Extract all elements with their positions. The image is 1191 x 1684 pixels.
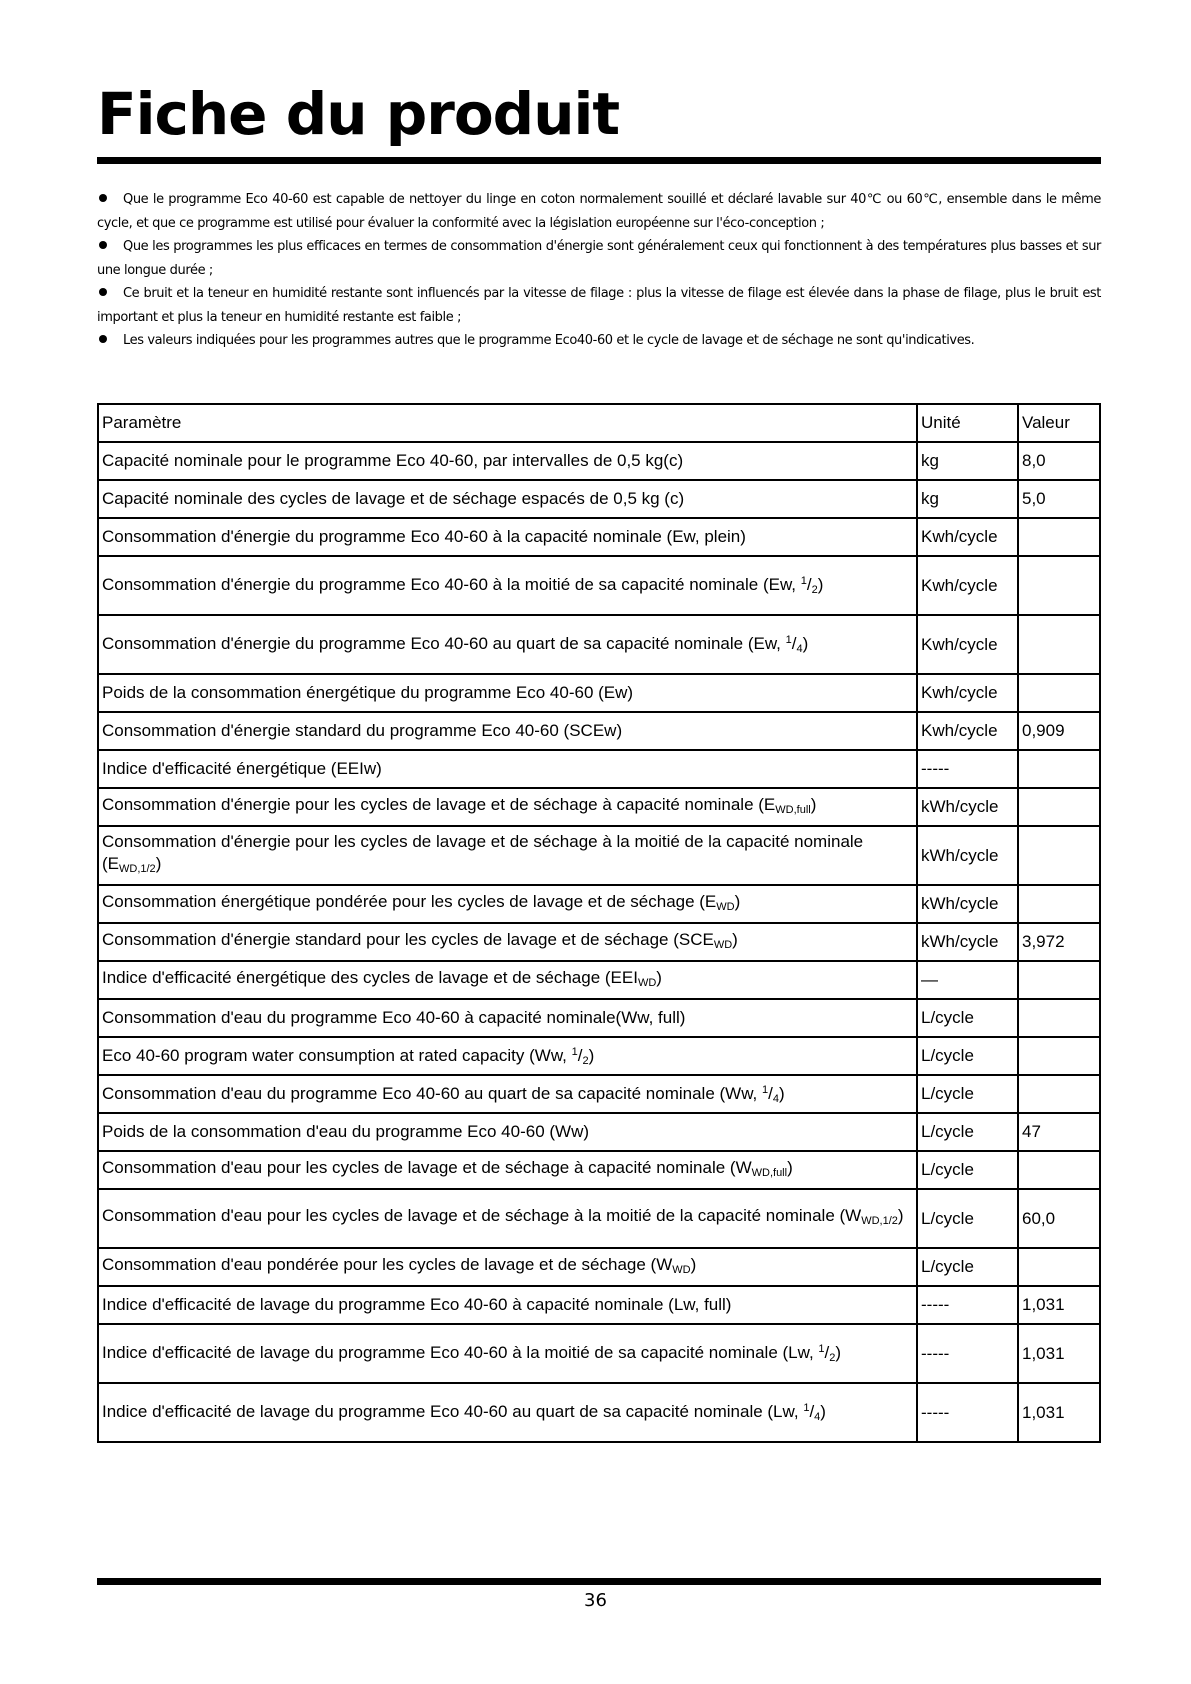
param-cell	[98, 923, 917, 961]
value-cell	[1018, 1248, 1100, 1286]
value-cell	[1018, 1037, 1100, 1075]
header-unite: Unité	[917, 404, 1018, 442]
table-row	[98, 826, 1100, 885]
note-text: Ce bruit et la teneur en humidité restante sont influencés par la vitesse de filage : plus la vitesse de filage est élevée dans la phase de filage, plus le bruit est important et plus la teneur en humidité restante est faible ;	[97, 286, 1101, 325]
param-text: )	[835, 1343, 842, 1362]
value-cell	[1018, 826, 1100, 885]
note-item	[97, 329, 1101, 353]
param-cell	[98, 885, 917, 923]
param-cell	[98, 480, 917, 518]
unit-cell: Kwh/cycle	[917, 712, 1018, 750]
table-row	[98, 1075, 1100, 1113]
param-superscript: 1	[818, 1343, 825, 1355]
param-text: )	[820, 1402, 826, 1421]
unit-cell: -----	[917, 1286, 1018, 1324]
unit-cell: Kwh/cycle	[917, 615, 1018, 674]
param-cell	[98, 1151, 917, 1189]
param-cell	[98, 826, 917, 885]
table-row	[98, 712, 1100, 750]
table-row	[98, 674, 1100, 712]
param-subscript: WD	[672, 1263, 691, 1276]
param-text: )	[810, 794, 817, 814]
value-cell: 3,972	[1018, 923, 1100, 961]
param-text: )	[690, 1254, 697, 1274]
unit-cell: L/cycle	[917, 1151, 1018, 1189]
param-text: /	[791, 634, 797, 653]
value-cell: 47	[1018, 1113, 1100, 1151]
table-header-row	[98, 404, 1100, 442]
param-text: Consommation d'eau pondérée pour les cycles de lavage et de séchage (W	[102, 1254, 673, 1274]
param-text: Consommation d'énergie pour les cycles de lavage et de séchage à la moitié de la capacité nominale (E	[102, 832, 864, 873]
unit-cell: kg	[917, 480, 1018, 518]
value-cell	[1018, 961, 1100, 999]
table-row	[98, 750, 1100, 788]
value-cell	[1018, 1151, 1100, 1189]
unit-cell: -----	[917, 750, 1018, 788]
notes-list	[97, 188, 1101, 353]
unit-cell: kWh/cycle	[917, 826, 1018, 885]
param-subscript: 2	[829, 1352, 836, 1364]
value-cell	[1018, 750, 1100, 788]
value-cell: 0,909	[1018, 712, 1100, 750]
param-text: )	[734, 891, 741, 911]
param-text: Poids de la consommation énergétique du programme Eco 40-60 (Ew)	[102, 683, 634, 702]
value-cell	[1018, 556, 1100, 615]
table-row	[98, 1151, 1100, 1189]
table-row	[98, 442, 1100, 480]
table-row	[98, 885, 1100, 923]
value-cell: 5,0	[1018, 480, 1100, 518]
value-cell: 1,031	[1018, 1383, 1100, 1442]
value-cell	[1018, 999, 1100, 1037]
param-text: )	[817, 575, 824, 594]
param-cell	[98, 674, 917, 712]
param-cell	[98, 999, 917, 1037]
param-subscript: WD,full	[751, 1166, 788, 1179]
param-text: /	[824, 1343, 830, 1362]
unit-cell: kWh/cycle	[917, 788, 1018, 826]
param-text: )	[778, 1083, 785, 1103]
value-cell: 60,0	[1018, 1189, 1100, 1248]
footer-divider	[97, 1578, 1101, 1585]
param-subscript: WD,1/2	[861, 1215, 898, 1227]
param-text: /	[806, 575, 812, 594]
unit-cell: L/cycle	[917, 1113, 1018, 1151]
param-cell	[98, 1113, 917, 1151]
param-subscript: 2	[582, 1054, 589, 1067]
param-text: /	[809, 1402, 815, 1421]
page-number: 36	[584, 1590, 607, 1611]
param-text: )	[802, 634, 809, 653]
value-cell	[1018, 615, 1100, 674]
param-text: Consommation énergétique pondérée pour les cycles de lavage et de séchage (E	[102, 891, 717, 911]
param-text: Indice d'efficacité de lavage du programme Eco 40-60 à capacité nominale (Lw, full)	[102, 1295, 732, 1314]
unit-cell: kg	[917, 442, 1018, 480]
bullet-icon	[99, 288, 107, 296]
param-text: Eco 40-60 program water consumption at rated capacity (Ww,	[102, 1045, 572, 1065]
note-text: Que le programme Eco 40-60 est capable de nettoyer du linge en coton normalement souillé et déclaré lavable sur 40℃ ou 60℃, ensemble dans le même cycle, et que ce programme est utilisé pour évaluer la conformité avec la législation européenne sur l'éco-conception ;	[97, 192, 1101, 231]
unit-cell: Kwh/cycle	[917, 674, 1018, 712]
param-cell	[98, 1075, 917, 1113]
param-text: Consommation d'énergie du programme Eco 40-60 au quart de sa capacité nominale (Ew,	[102, 634, 786, 653]
table-row	[98, 1324, 1100, 1383]
table-row	[98, 923, 1100, 961]
param-text: /	[577, 1045, 583, 1065]
bullet-icon	[99, 335, 107, 343]
bullet-icon	[99, 241, 107, 249]
param-text: /	[768, 1083, 773, 1103]
title-divider	[97, 157, 1101, 164]
param-text: Capacité nominale des cycles de lavage et de séchage espacés de 0,5 kg (c)	[102, 489, 685, 508]
table-row	[98, 518, 1100, 556]
param-cell	[98, 712, 917, 750]
param-text: )	[732, 929, 738, 949]
param-text: Consommation d'énergie du programme Eco 40-60 à la moitié de sa capacité nominale (Ew,	[102, 575, 801, 594]
unit-cell: L/cycle	[917, 1037, 1018, 1075]
table-row	[98, 1286, 1100, 1324]
param-cell	[98, 1037, 917, 1075]
param-text: Consommation d'eau du programme Eco 40-60 à capacité nominale(Ww, full)	[102, 1008, 686, 1027]
param-text: Consommation d'énergie standard pour les cycles de lavage et de séchage (SCE	[102, 929, 714, 949]
unit-cell: Kwh/cycle	[917, 556, 1018, 615]
param-text: Capacité nominale pour le programme Eco 40-60, par intervalles de 0,5 kg(c)	[102, 451, 684, 470]
param-subscript: WD,full	[775, 803, 811, 816]
table-row	[98, 480, 1100, 518]
table-row	[98, 788, 1100, 826]
param-text: Consommation d'eau pour les cycles de lavage et de séchage à la moitié de la capacité nominale (W	[102, 1206, 862, 1225]
param-subscript: WD,1/2	[119, 863, 156, 875]
param-subscript: 2	[811, 584, 818, 596]
param-superscript: 1	[571, 1045, 578, 1058]
table-row	[98, 1037, 1100, 1075]
param-text: Indice d'efficacité de lavage du programme Eco 40-60 au quart de sa capacité nominale (Lw,	[102, 1402, 804, 1421]
table-row	[98, 1383, 1100, 1442]
unit-cell: L/cycle	[917, 999, 1018, 1037]
table-row	[98, 1113, 1100, 1151]
param-text: Consommation d'eau pour les cycles de lavage et de séchage à capacité nominale (W	[102, 1157, 752, 1177]
param-cell	[98, 518, 917, 556]
param-cell	[98, 1248, 917, 1286]
param-text: )	[588, 1045, 595, 1065]
param-cell	[98, 442, 917, 480]
param-cell	[98, 1383, 917, 1442]
note-item	[97, 282, 1101, 329]
table-row	[98, 1189, 1100, 1248]
param-cell	[98, 788, 917, 826]
unit-cell: L/cycle	[917, 1189, 1018, 1248]
param-cell	[98, 1286, 917, 1324]
param-subscript: WD	[637, 976, 657, 989]
param-subscript: WD	[713, 938, 733, 951]
param-text: )	[787, 1157, 793, 1177]
param-text: Indice d'efficacité de lavage du programme Eco 40-60 à la moitié de sa capacité nominale (Lw,	[102, 1343, 819, 1362]
table-row	[98, 999, 1100, 1037]
product-spec-table	[97, 403, 1101, 1443]
unit-cell: kWh/cycle	[917, 923, 1018, 961]
param-superscript: 1	[803, 1402, 810, 1414]
param-text: Indice d'efficacité énergétique (EEIw)	[102, 759, 382, 778]
value-cell: 1,031	[1018, 1286, 1100, 1324]
param-superscript: 1	[785, 634, 792, 646]
param-superscript: 1	[762, 1083, 769, 1096]
value-cell	[1018, 674, 1100, 712]
page-title: Fiche du produit	[97, 80, 620, 148]
param-subscript: 4	[772, 1092, 779, 1105]
note-text: Que les programmes les plus efficaces en termes de consommation d'énergie sont généralement ceux qui fonctionnent à des températures plus basses et sur une longue durée ;	[97, 239, 1101, 278]
param-text: )	[155, 854, 162, 873]
value-cell	[1018, 885, 1100, 923]
unit-cell: Kwh/cycle	[917, 518, 1018, 556]
unit-cell: L/cycle	[917, 1075, 1018, 1113]
param-cell	[98, 961, 917, 999]
table-row	[98, 556, 1100, 615]
bullet-icon	[99, 194, 107, 202]
param-text: )	[656, 967, 662, 987]
table-row	[98, 1248, 1100, 1286]
value-cell	[1018, 518, 1100, 556]
param-text: Consommation d'énergie pour les cycles de lavage et de séchage à capacité nominale (E	[102, 794, 776, 814]
table-row	[98, 615, 1100, 674]
param-superscript: 1	[800, 575, 807, 587]
param-text: Poids de la consommation d'eau du programme Eco 40-60 (Ww)	[102, 1122, 590, 1141]
unit-cell: -----	[917, 1324, 1018, 1383]
header-valeur: Valeur	[1018, 404, 1100, 442]
header-parametre: Paramètre	[98, 404, 917, 442]
note-text: Les valeurs indiquées pour les programmes autres que le programme Eco40-60 et le cycle de lavage et de séchage ne sont qu'indicatives.	[123, 333, 975, 348]
table-row	[98, 961, 1100, 999]
value-cell	[1018, 788, 1100, 826]
param-text: Consommation d'énergie du programme Eco 40-60 à la capacité nominale (Ew, plein)	[102, 527, 746, 546]
unit-cell: —	[917, 961, 1018, 999]
value-cell	[1018, 1075, 1100, 1113]
note-item	[97, 235, 1101, 282]
value-cell: 8,0	[1018, 442, 1100, 480]
param-text: Consommation d'eau du programme Eco 40-60 au quart de sa capacité nominale (Ww,	[102, 1083, 762, 1103]
param-cell	[98, 750, 917, 788]
unit-cell: kWh/cycle	[917, 885, 1018, 923]
param-subscript: 4	[796, 643, 803, 655]
param-cell	[98, 556, 917, 615]
param-cell	[98, 1324, 917, 1383]
unit-cell: L/cycle	[917, 1248, 1018, 1286]
note-item	[97, 188, 1101, 235]
param-text: )	[897, 1206, 904, 1225]
param-subscript: WD	[716, 900, 735, 913]
param-cell	[98, 615, 917, 674]
unit-cell: -----	[917, 1383, 1018, 1442]
param-subscript: 4	[814, 1411, 821, 1423]
value-cell: 1,031	[1018, 1324, 1100, 1383]
param-text: Indice d'efficacité énergétique des cycles de lavage et de séchage (EEI	[102, 967, 638, 987]
param-text: Consommation d'énergie standard du programme Eco 40-60 (SCEw)	[102, 721, 623, 740]
param-cell	[98, 1189, 917, 1248]
